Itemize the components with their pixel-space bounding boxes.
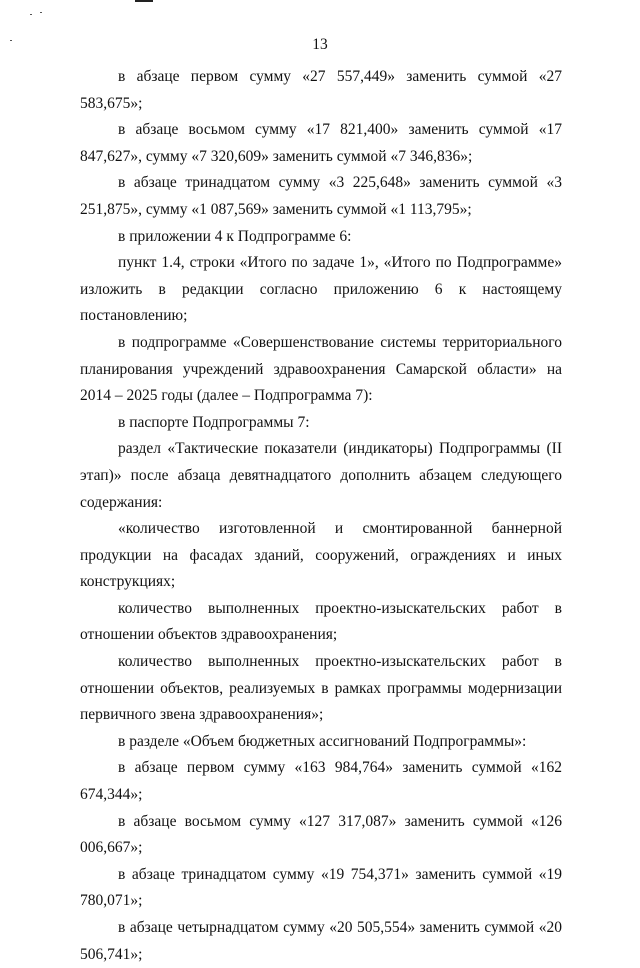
paragraph: в подпрограмме «Совершенствование системы территориального планирования учреждений здравоохранения Самарской области» на 2014 – 2025 годы (далее – Подпрограмма 7): bbox=[80, 333, 562, 405]
paragraph: раздел «Тактические показатели (индикаторы) Подпрограммы (II этап)» после абзаца девятнадцатого дополнить абзацем следующего содержания: bbox=[80, 440, 562, 511]
document-body bbox=[80, 64, 562, 968]
paragraph: в абзаце восьмом сумму «127 317,087» заменить суммой «126 006,667»; bbox=[80, 812, 562, 857]
paragraph: в приложении 4 к Подпрограмме 6: bbox=[118, 227, 352, 245]
paragraph: в абзаце тринадцатом сумму «19 754,371» заменить суммой «19 780,071»; bbox=[80, 865, 562, 910]
page-number: 13 bbox=[312, 36, 328, 53]
scan-artifact-dot bbox=[40, 12, 42, 13]
paragraph: «количество изготовленной и смонтированной баннерной продукции на фасадах зданий, сооружений, ограждениях и иных конструкциях; bbox=[80, 520, 562, 591]
paragraph: пункт 1.4, строки «Итого по задаче 1», «Итого по Подпрограмме» изложить в редакции согласно приложению 6 к настоящему постановлению; bbox=[80, 254, 562, 325]
paragraph: в абзаце первом сумму «27 557,449» заменить суммой «27 583,675»; bbox=[80, 68, 562, 112]
paragraph: количество выполненных проектно-изыскательских работ в отношении объектов здравоохранения; bbox=[80, 599, 562, 644]
paragraph: в абзаце первом сумму «163 984,764» заменить суммой «162 674,344»; bbox=[80, 759, 562, 804]
paragraph: в абзаце тринадцатом сумму «3 225,648» заменить суммой «3 251,875», сумму «1 087,569» заменить суммой «1 113,795»; bbox=[80, 174, 562, 218]
scan-artifact-dot bbox=[30, 14, 32, 15]
paragraph: в разделе «Объем бюджетных ассигнований Подпрограммы»: bbox=[118, 732, 527, 750]
paragraph: в абзаце четырнадцатом сумму «20 505,554» заменить суммой «20 506,741»; bbox=[80, 919, 562, 963]
paragraph: в паспорте Подпрограммы 7: bbox=[118, 413, 310, 431]
scan-artifact-line bbox=[135, 0, 153, 2]
paragraph: количество выполненных проектно-изыскательских работ в отношении объектов, реализуемых в рамках программы модернизации первичного звена здравоохранения»; bbox=[80, 653, 562, 724]
paragraph: в абзаце восьмом сумму «17 821,400» заменить суммой «17 847,627», сумму «7 320,609» заменить суммой «7 346,836»; bbox=[80, 121, 562, 165]
